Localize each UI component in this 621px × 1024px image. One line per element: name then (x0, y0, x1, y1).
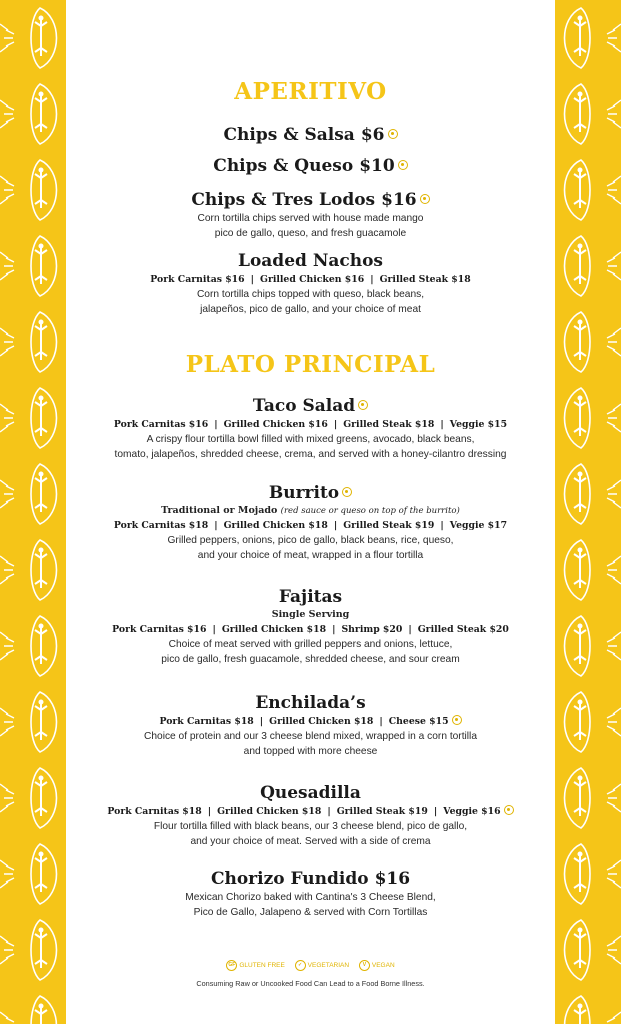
menu-item-fajitas (66, 586, 555, 667)
item-name: Quesadilla (260, 783, 361, 803)
gluten-free-icon (398, 160, 408, 170)
item-name: Chips & Tres Lodos (191, 190, 376, 210)
legend-label: VEGAN (371, 962, 395, 970)
item-name: Burrito (268, 483, 340, 503)
item-description: Mexican Chorizo baked with Cantina's 3 Cheese Blend, (185, 892, 436, 903)
gluten-free-icon (452, 715, 462, 725)
item-subtitle: Traditional or Mojado (red sauce or queso on top of the burrito) (161, 505, 460, 516)
item-options: Pork Carnitas $18 | Grilled Chicken $18 | Grilled Steak $19 | Veggie $17 (113, 520, 508, 531)
food-safety-footnote: Consuming Raw or Uncooked Food Can Lead to a Food Borne Illness. (196, 979, 425, 988)
item-description: Choice of protein and our 3 cheese blend mixed, wrapped in a corn tortilla (144, 731, 477, 742)
lizard-sun-pattern-icon (0, 0, 66, 1024)
legend-label: GLUTEN FREE (239, 962, 285, 970)
item-description: and your choice of meat. Served with a side of crema (190, 836, 431, 847)
item-description: jalapeños, pico de gallo, and your choice of meat (200, 304, 421, 315)
item-description: Choice of meat served with grilled peppers and onions, lettuce, (168, 639, 453, 650)
menu-content (66, 0, 555, 1024)
item-price: $16 (381, 190, 417, 210)
item-name: Enchilada’s (255, 693, 366, 713)
item-description: pico de gallo, fresh guacamole, shredded cheese, and sour cream (161, 654, 460, 665)
menu-item-chips-salsa (66, 124, 555, 146)
section-title-aperitivo: APERITIVO (234, 78, 387, 105)
item-description: tomato, jalapeños, shredded cheese, crema, and served with a honey-cilantro dressing (114, 449, 507, 460)
item-name: Chorizo Fundido (210, 869, 369, 889)
gluten-free-icon (420, 194, 430, 204)
menu-item-tres-lodos (66, 189, 555, 241)
item-price: $10 (359, 156, 395, 176)
item-name: Chips & Salsa (223, 125, 355, 145)
item-options: Pork Carnitas $16 | Grilled Chicken $16 | Grilled Steak $18 (150, 274, 471, 285)
item-name: Chips & Queso (213, 156, 354, 176)
legend-label: VEGETARIAN (307, 962, 350, 970)
item-description: Pico de Gallo, Jalapeno & served with Corn Tortillas (193, 907, 428, 918)
item-name: Loaded Nachos (238, 251, 383, 271)
menu-item-chips-queso (66, 155, 555, 177)
item-options: Pork Carnitas $18 | Grilled Chicken $18 | Cheese $15 (66, 714, 555, 729)
item-name: Taco Salad (252, 396, 356, 416)
menu-item-taco-salad (66, 395, 555, 462)
gluten-free-icon (504, 805, 514, 815)
menu-item-burrito (66, 482, 555, 563)
gluten-free-icon (342, 487, 352, 497)
item-description: Corn tortilla chips topped with queso, black beans, (196, 289, 425, 300)
item-subtitle: Single Serving (271, 609, 350, 620)
menu-item-chorizo-fundido (66, 868, 555, 920)
right-decorative-border (555, 0, 621, 1024)
item-options: Pork Carnitas $16 | Grilled Chicken $18 | Shrimp $20 | Grilled Steak $20 (112, 624, 509, 635)
item-price: $16 (374, 869, 411, 889)
gluten-free-icon (358, 400, 368, 410)
item-name: Fajitas (278, 587, 343, 607)
item-options: Pork Carnitas $16 | Grilled Chicken $16 | Grilled Steak $18 | Veggie $15 (113, 419, 508, 430)
vegan-icon: V (359, 960, 370, 971)
lizard-sun-pattern-icon (555, 0, 621, 1024)
section-title-plato-principal: PLATO PRINCIPAL (185, 351, 436, 378)
item-description: Flour tortilla filled with black beans, our 3 cheese blend, pico de gallo, (153, 821, 468, 832)
item-description: and topped with more cheese (243, 746, 378, 757)
menu-item-loaded-nachos (66, 250, 555, 317)
item-description: A crispy flour tortilla bowl filled with mixed greens, avocado, black beans, (146, 434, 475, 445)
gluten-free-icon: GF (226, 960, 237, 971)
item-description: and your choice of meat, wrapped in a flour tortilla (197, 550, 424, 561)
menu-item-enchiladas (66, 692, 555, 759)
item-options: Pork Carnitas $18 | Grilled Chicken $18 | Grilled Steak $19 | Veggie $16 (66, 804, 555, 819)
menu-item-quesadilla (66, 782, 555, 849)
item-description: pico de gallo, queso, and fresh guacamole (214, 228, 407, 239)
left-decorative-border (0, 0, 66, 1024)
item-description: Corn tortilla chips served with house made mango (197, 213, 424, 224)
vegetarian-icon: ✓ (295, 960, 306, 971)
dietary-legend (66, 960, 555, 971)
item-description: Grilled peppers, onions, pico de gallo, black beans, rice, queso, (167, 535, 454, 546)
item-price: $6 (360, 125, 385, 145)
gluten-free-icon (388, 129, 398, 139)
